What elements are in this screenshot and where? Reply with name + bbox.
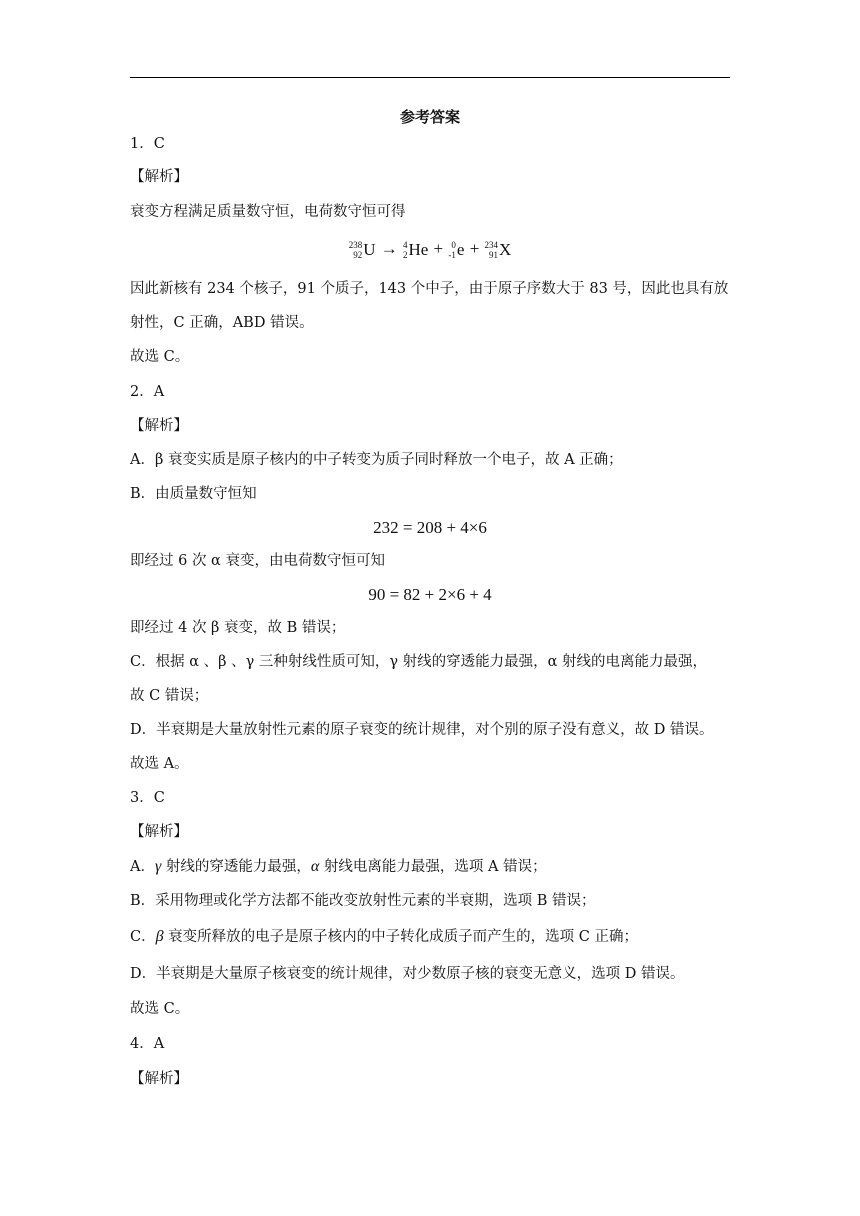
analysis-text: D．半衰期是大量原子核衰变的统计规律，对少数原子核的衰变无意义，选项 D 错误。: [130, 966, 685, 982]
alpha-symbol: α: [310, 858, 320, 875]
analysis-label: 【解析】: [130, 169, 188, 185]
analysis-text: 故 C 错误；: [130, 688, 209, 704]
nuclide-e: 0 -1 e: [448, 240, 465, 261]
conclusion-text: 故选 A。: [130, 756, 189, 772]
arrow: →: [380, 239, 398, 258]
analysis-text: A．γ 射线的穿透能力最强，α 射线电离能力最强，选项 A 错误；: [130, 858, 547, 875]
nuclide-u: 238 92 U: [348, 240, 376, 261]
conclusion-text: 故选 C。: [130, 349, 190, 365]
gamma-symbol: γ: [154, 858, 162, 875]
answer-number: 4．A: [130, 1036, 165, 1052]
analysis-label: 【解析】: [130, 1071, 188, 1087]
beta-symbol: β: [155, 928, 164, 945]
header-rule: [130, 77, 730, 78]
answer-number: 2．A: [130, 384, 165, 400]
mass-equation: 232 = 208 + 4×6: [373, 518, 487, 537]
answer-number: 1．C: [130, 136, 165, 152]
analysis-text: B．由质量数守恒知: [130, 486, 257, 502]
analysis-text: 因此新核有 234 个核子，91 个质子，143 个中子，由于原子序数大于 83 号，因此也具有放: [130, 281, 729, 297]
analysis-text: A．β 衰变实质是原子核内的中子转变为质子同时释放一个电子，故 A 正确；: [130, 452, 623, 468]
analysis-label: 【解析】: [130, 824, 188, 840]
analysis-text: D．半衰期是大量放射性元素的原子衰变的统计规律，对个别的原子没有意义，故 D 错误。: [130, 722, 714, 738]
analysis-text: 射性，C 正确，ABD 错误。: [130, 315, 314, 331]
charge-equation: 90 = 82 + 2×6 + 4: [368, 585, 492, 604]
analysis-text: 即经过 4 次 β 衰变，故 B 错误；: [130, 620, 346, 636]
analysis-text: C．β 衰变所释放的电子是原子核内的中子转化成质子而产生的，选项 C 正确；: [130, 928, 638, 945]
decay-equation: 238 92 U → 4 2 He + 0 -1 e + 234 91 X: [130, 236, 730, 263]
analysis-text: 即经过 6 次 α 衰变，由电荷数守恒可知: [130, 553, 385, 569]
analysis-text: C．根据 α 、β 、γ 三种射线性质可知，γ 射线的穿透能力最强，α 射线的电离能力最强，: [130, 654, 708, 670]
nuclide-x: 234 91 X: [484, 240, 512, 261]
answer-number: 3．C: [130, 790, 165, 806]
conclusion-text: 故选 C。: [130, 1001, 190, 1017]
page-title: 参考答案: [399, 108, 460, 126]
analysis-label: 【解析】: [130, 418, 188, 434]
analysis-text: 衰变方程满足质量数守恒，电荷数守恒可得: [130, 204, 406, 220]
analysis-text: B．采用物理或化学方法都不能改变放射性元素的半衰期，选项 B 错误；: [130, 893, 596, 909]
nuclide-he: 4 2 He: [402, 240, 429, 261]
